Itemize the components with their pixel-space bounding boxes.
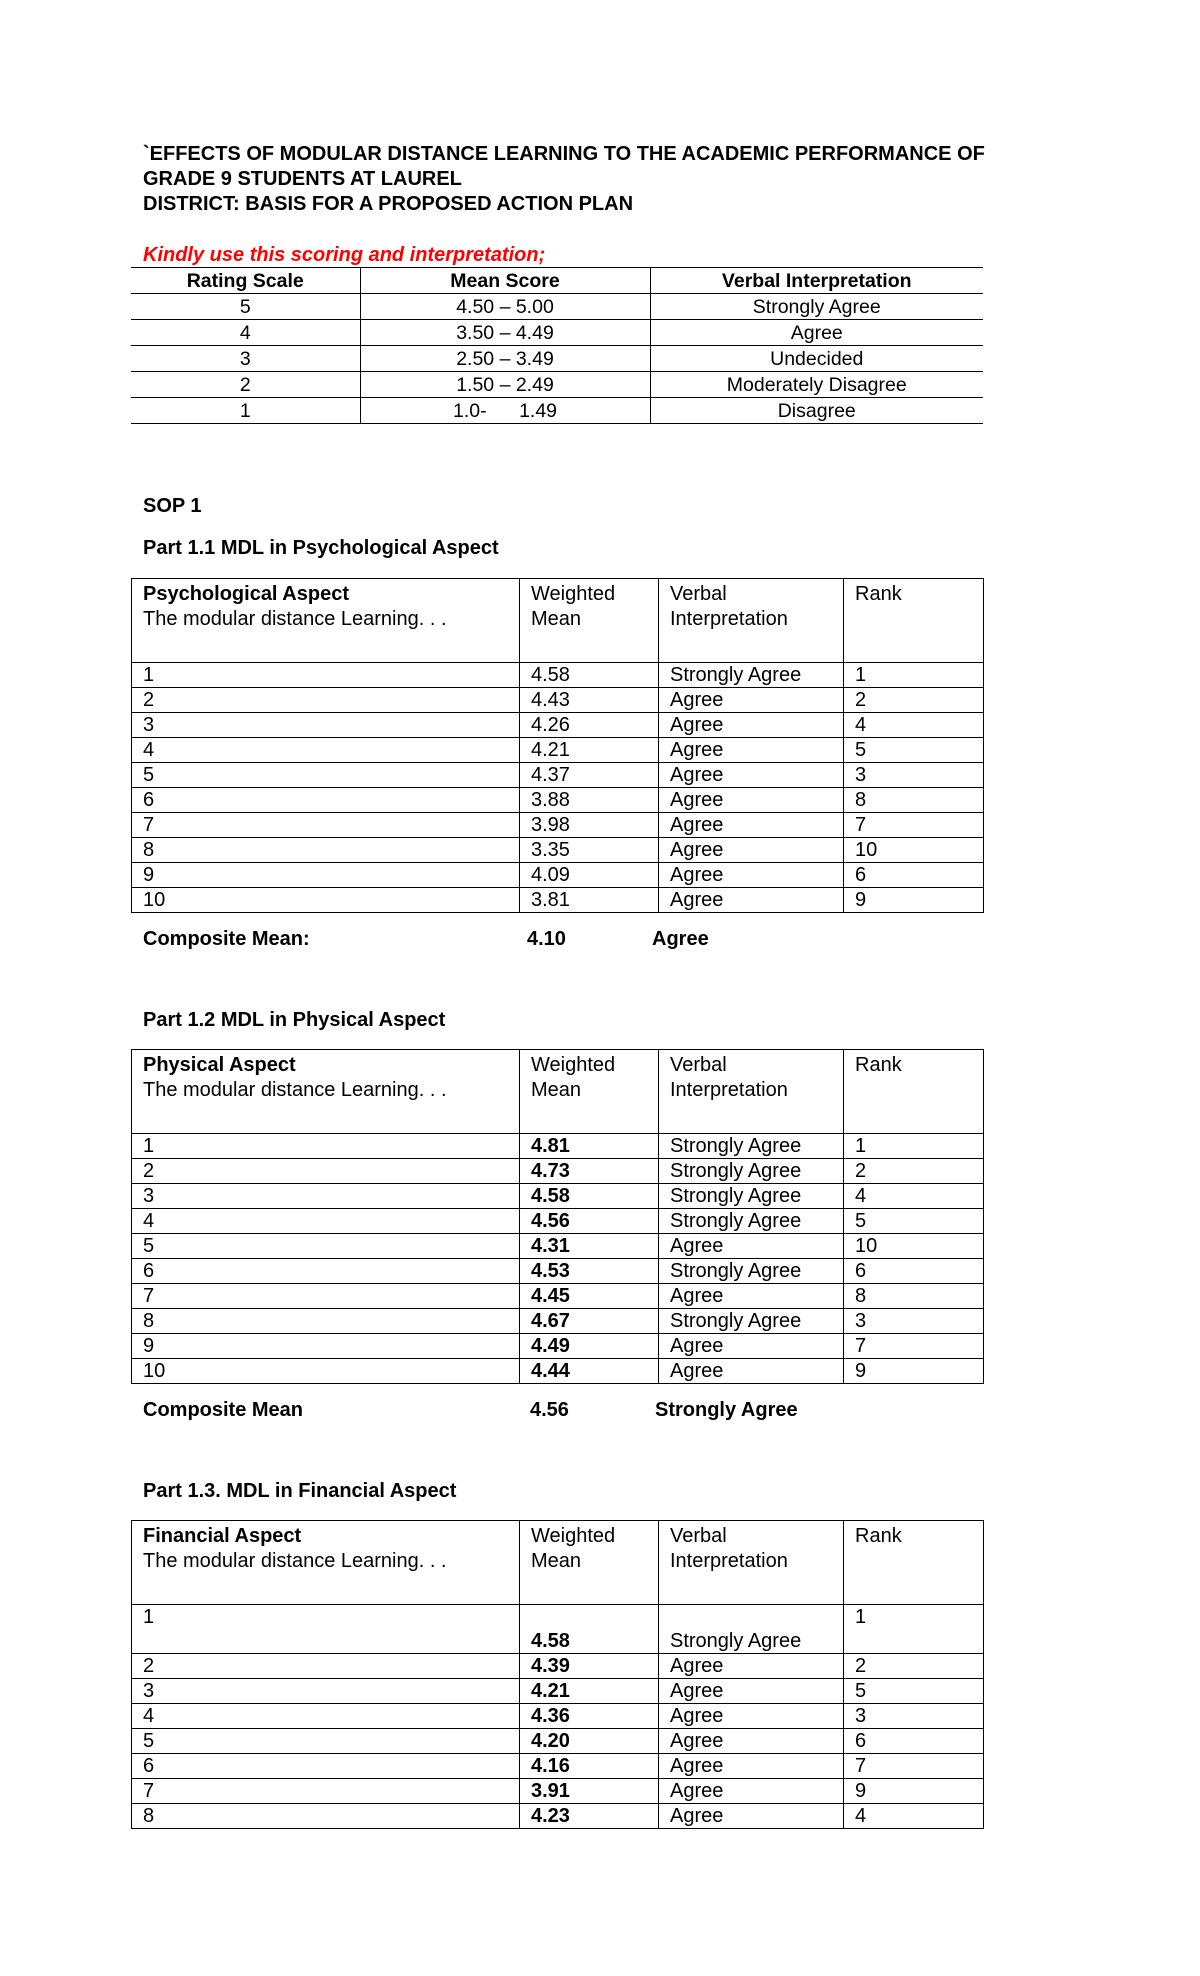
composite-label: Composite Mean: — [143, 928, 310, 950]
scale-header-mean: Mean Score — [360, 268, 650, 294]
verbal-interpretation: Agree — [659, 1284, 844, 1309]
table-row — [132, 1209, 984, 1234]
rank: 4 — [844, 1804, 984, 1829]
table-row — [131, 294, 983, 320]
table-row — [131, 346, 983, 372]
weighted-mean: 3.88 — [520, 788, 659, 813]
scale-cell: Agree — [650, 320, 983, 346]
verbal-interpretation: Agree — [659, 1654, 844, 1679]
table-row — [132, 688, 984, 713]
rank: 5 — [844, 1209, 984, 1234]
rank-header: Rank — [844, 1050, 984, 1134]
aspect-title: Psychological Aspect — [143, 583, 349, 605]
rank: 5 — [844, 1679, 984, 1704]
rank: 7 — [844, 1754, 984, 1779]
verbal-interpretation: Strongly Agree — [659, 1259, 844, 1284]
scale-header-interpretation: Verbal Interpretation — [650, 268, 983, 294]
verbal-interpretation: Agree — [659, 713, 844, 738]
verbal-interpretation-header: Verbal Interpretation — [659, 579, 844, 663]
table-row — [132, 663, 984, 688]
scale-header-rating: Rating Scale — [131, 268, 360, 294]
weighted-mean-header: Weighted Mean — [520, 1521, 659, 1605]
verbal-interpretation: Strongly Agree — [659, 1605, 844, 1654]
composite-interpretation: Agree — [652, 928, 709, 950]
psychological-aspect-table — [131, 578, 984, 913]
weighted-mean: 4.73 — [520, 1159, 659, 1184]
aspect-header — [132, 1521, 520, 1605]
item-number: 7 — [132, 1284, 520, 1309]
table-row — [132, 1654, 984, 1679]
part-2-heading: Part 1.2 MDL in Physical Aspect — [143, 1009, 446, 1031]
item-number: 7 — [132, 813, 520, 838]
table-row — [131, 398, 983, 424]
weighted-mean-header: Weighted Mean — [520, 1050, 659, 1134]
rank: 7 — [844, 813, 984, 838]
item-number: 1 — [132, 1134, 520, 1159]
item-number: 8 — [132, 838, 520, 863]
item-number: 5 — [132, 1729, 520, 1754]
title-line-2: GRADE 9 STUDENTS AT LAUREL — [143, 168, 462, 190]
weighted-mean: 4.20 — [520, 1729, 659, 1754]
scale-cell: Strongly Agree — [650, 294, 983, 320]
item-number: 3 — [132, 1679, 520, 1704]
rank: 5 — [844, 738, 984, 763]
verbal-interpretation: Agree — [659, 1359, 844, 1384]
scale-cell: 4.50 – 5.00 — [360, 294, 650, 320]
table-header-row — [132, 579, 984, 663]
item-number: 9 — [132, 863, 520, 888]
rank-header: Rank — [844, 1521, 984, 1605]
rank: 3 — [844, 763, 984, 788]
rank: 9 — [844, 888, 984, 913]
scale-cell: 3.50 – 4.49 — [360, 320, 650, 346]
weighted-mean: 4.44 — [520, 1359, 659, 1384]
rank: 3 — [844, 1704, 984, 1729]
physical-aspect-table — [131, 1049, 984, 1384]
sop-heading: SOP 1 — [143, 495, 202, 517]
verbal-interpretation-header: Verbal Interpretation — [659, 1521, 844, 1605]
rank: 1 — [844, 1134, 984, 1159]
scale-cell: 1.50 – 2.49 — [360, 372, 650, 398]
rank: 8 — [844, 1284, 984, 1309]
weighted-mean: 4.23 — [520, 1804, 659, 1829]
table-row — [132, 838, 984, 863]
weighted-mean-header: Weighted Mean — [520, 579, 659, 663]
financial-aspect-table — [131, 1520, 984, 1829]
composite-label: Composite Mean — [143, 1399, 304, 1421]
table-header-row — [132, 1521, 984, 1605]
table-row — [132, 1234, 984, 1259]
item-number: 2 — [132, 1159, 520, 1184]
verbal-interpretation: Strongly Agree — [659, 1184, 844, 1209]
rank: 2 — [844, 688, 984, 713]
verbal-interpretation: Agree — [659, 1754, 844, 1779]
scale-cell: 1 — [131, 398, 360, 424]
rank: 6 — [844, 1259, 984, 1284]
composite-mean-row — [143, 1397, 995, 1423]
verbal-interpretation: Agree — [659, 1704, 844, 1729]
item-number: 6 — [132, 788, 520, 813]
item-number: 6 — [132, 1259, 520, 1284]
weighted-mean: 4.56 — [520, 1209, 659, 1234]
rank: 2 — [844, 1654, 984, 1679]
table-row — [131, 320, 983, 346]
weighted-mean: 4.21 — [520, 1679, 659, 1704]
composite-mean-row — [143, 926, 995, 952]
weighted-mean: 4.31 — [520, 1234, 659, 1259]
rank-header: Rank — [844, 579, 984, 663]
scale-cell: 1.0- 1.49 — [360, 398, 650, 424]
item-number: 2 — [132, 688, 520, 713]
item-number: 8 — [132, 1804, 520, 1829]
scale-cell: 5 — [131, 294, 360, 320]
table-row — [132, 1359, 984, 1384]
table-row — [132, 1159, 984, 1184]
composite-interpretation: Strongly Agree — [655, 1399, 798, 1421]
aspect-title: Physical Aspect — [143, 1054, 296, 1076]
rank: 3 — [844, 1309, 984, 1334]
rank: 6 — [844, 863, 984, 888]
rank: 9 — [844, 1779, 984, 1804]
scale-cell: 2.50 – 3.49 — [360, 346, 650, 372]
document-title — [143, 142, 1083, 217]
item-number: 10 — [132, 1359, 520, 1384]
weighted-mean: 4.37 — [520, 763, 659, 788]
verbal-interpretation: Agree — [659, 763, 844, 788]
table-row — [132, 813, 984, 838]
table-row — [132, 1704, 984, 1729]
table-row — [132, 1779, 984, 1804]
verbal-interpretation: Strongly Agree — [659, 1159, 844, 1184]
scale-cell: Undecided — [650, 346, 983, 372]
verbal-interpretation: Agree — [659, 1234, 844, 1259]
weighted-mean: 4.36 — [520, 1704, 659, 1729]
item-number: 4 — [132, 1209, 520, 1234]
table-row — [132, 1804, 984, 1829]
composite-value: 4.56 — [530, 1399, 569, 1421]
rank: 10 — [844, 1234, 984, 1259]
verbal-interpretation: Agree — [659, 838, 844, 863]
scale-cell: 2 — [131, 372, 360, 398]
aspect-subtitle: The modular distance Learning. . . — [143, 1079, 447, 1101]
table-row — [131, 372, 983, 398]
verbal-interpretation: Agree — [659, 888, 844, 913]
weighted-mean: 4.16 — [520, 1754, 659, 1779]
verbal-interpretation: Agree — [659, 1679, 844, 1704]
table-row — [132, 863, 984, 888]
weighted-mean: 4.26 — [520, 713, 659, 738]
table-row — [132, 888, 984, 913]
weighted-mean: 4.67 — [520, 1309, 659, 1334]
table-row — [132, 1259, 984, 1284]
table-row — [132, 1184, 984, 1209]
rating-scale-table — [131, 267, 983, 424]
weighted-mean: 3.81 — [520, 888, 659, 913]
rank: 1 — [844, 663, 984, 688]
table-body — [132, 1134, 984, 1384]
verbal-interpretation: Strongly Agree — [659, 1209, 844, 1234]
rank: 1 — [844, 1605, 984, 1654]
part-3-heading: Part 1.3. MDL in Financial Aspect — [143, 1480, 457, 1502]
rank: 6 — [844, 1729, 984, 1754]
item-number: 3 — [132, 713, 520, 738]
scoring-note: Kindly use this scoring and interpretation; — [143, 244, 546, 266]
item-number: 7 — [132, 1779, 520, 1804]
weighted-mean: 4.81 — [520, 1134, 659, 1159]
verbal-interpretation: Agree — [659, 1804, 844, 1829]
table-row — [132, 738, 984, 763]
composite-value: 4.10 — [527, 928, 566, 950]
weighted-mean: 3.91 — [520, 1779, 659, 1804]
item-number: 8 — [132, 1309, 520, 1334]
verbal-interpretation: Agree — [659, 688, 844, 713]
rank: 9 — [844, 1359, 984, 1384]
aspect-subtitle: The modular distance Learning. . . — [143, 608, 447, 630]
rank: 4 — [844, 713, 984, 738]
table-row — [132, 788, 984, 813]
table-row — [132, 1729, 984, 1754]
item-number: 9 — [132, 1334, 520, 1359]
verbal-interpretation: Agree — [659, 1334, 844, 1359]
scale-cell: 3 — [131, 346, 360, 372]
weighted-mean: 4.58 — [520, 1605, 659, 1654]
item-number: 6 — [132, 1754, 520, 1779]
verbal-interpretation: Agree — [659, 788, 844, 813]
table-row — [132, 1605, 984, 1654]
verbal-interpretation: Strongly Agree — [659, 1309, 844, 1334]
table-row — [132, 763, 984, 788]
verbal-interpretation-header: Verbal Interpretation — [659, 1050, 844, 1134]
scale-cell: 4 — [131, 320, 360, 346]
weighted-mean: 4.53 — [520, 1259, 659, 1284]
verbal-interpretation: Agree — [659, 863, 844, 888]
scale-cell: Moderately Disagree — [650, 372, 983, 398]
weighted-mean: 4.58 — [520, 663, 659, 688]
item-number: 1 — [132, 663, 520, 688]
item-number: 2 — [132, 1654, 520, 1679]
aspect-header — [132, 579, 520, 663]
table-body — [132, 1605, 984, 1829]
weighted-mean: 4.49 — [520, 1334, 659, 1359]
rank: 4 — [844, 1184, 984, 1209]
verbal-interpretation: Strongly Agree — [659, 663, 844, 688]
weighted-mean: 4.43 — [520, 688, 659, 713]
weighted-mean: 4.21 — [520, 738, 659, 763]
table-row — [132, 1284, 984, 1309]
item-number: 5 — [132, 1234, 520, 1259]
weighted-mean: 4.58 — [520, 1184, 659, 1209]
verbal-interpretation: Agree — [659, 1729, 844, 1754]
aspect-title: Financial Aspect — [143, 1525, 302, 1547]
item-number: 4 — [132, 1704, 520, 1729]
weighted-mean: 4.45 — [520, 1284, 659, 1309]
rank: 7 — [844, 1334, 984, 1359]
title-line-3: DISTRICT: BASIS FOR A PROPOSED ACTION PLAN — [143, 193, 634, 215]
aspect-header — [132, 1050, 520, 1134]
title-line-1: `EFFECTS OF MODULAR DISTANCE LEARNING TO THE ACADEMIC PERFORMANCE OF — [143, 143, 985, 165]
verbal-interpretation: Agree — [659, 1779, 844, 1804]
aspect-subtitle: The modular distance Learning. . . — [143, 1550, 447, 1572]
table-row — [132, 1134, 984, 1159]
table-row — [132, 713, 984, 738]
verbal-interpretation: Strongly Agree — [659, 1134, 844, 1159]
weighted-mean: 3.98 — [520, 813, 659, 838]
scale-cell: Disagree — [650, 398, 983, 424]
item-number: 3 — [132, 1184, 520, 1209]
weighted-mean: 4.09 — [520, 863, 659, 888]
rank: 2 — [844, 1159, 984, 1184]
item-number: 5 — [132, 763, 520, 788]
item-number: 1 — [132, 1605, 520, 1654]
table-row — [132, 1679, 984, 1704]
verbal-interpretation: Agree — [659, 738, 844, 763]
item-number: 4 — [132, 738, 520, 763]
verbal-interpretation: Agree — [659, 813, 844, 838]
weighted-mean: 3.35 — [520, 838, 659, 863]
table-row — [132, 1309, 984, 1334]
item-number: 10 — [132, 888, 520, 913]
rank: 10 — [844, 838, 984, 863]
table-header-row — [132, 1050, 984, 1134]
table-body — [132, 663, 984, 913]
part-1-heading: Part 1.1 MDL in Psychological Aspect — [143, 537, 499, 559]
table-row — [132, 1334, 984, 1359]
table-row — [132, 1754, 984, 1779]
rank: 8 — [844, 788, 984, 813]
weighted-mean: 4.39 — [520, 1654, 659, 1679]
